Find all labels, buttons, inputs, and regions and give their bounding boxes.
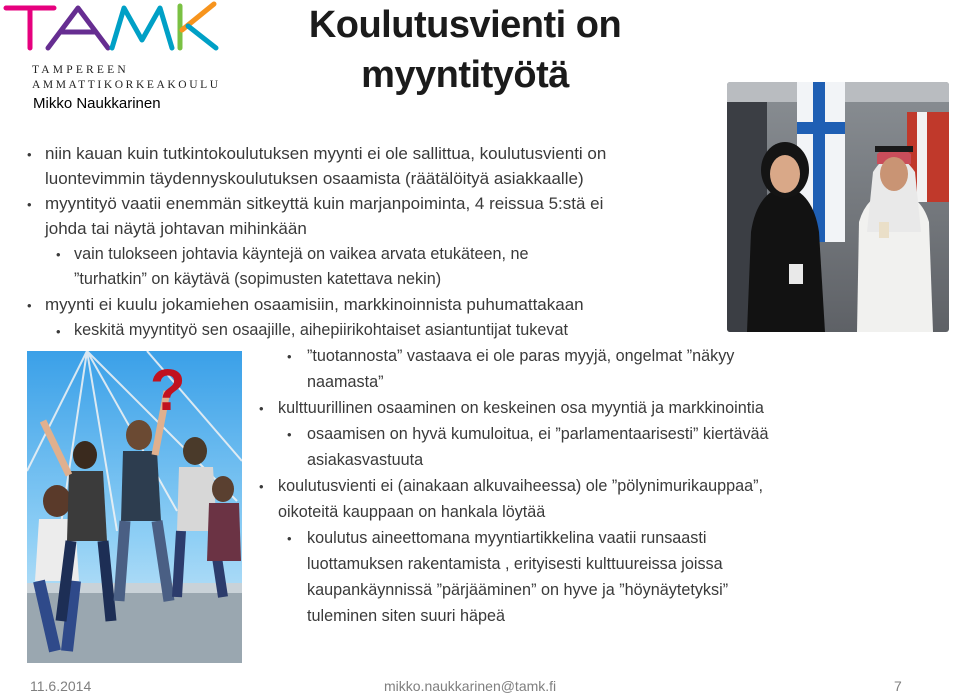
title-line-2: myyntityötä <box>361 54 569 96</box>
bullet-5-line-1: koulutusvienti ei (ainakaan alkuvaiheessa) ole ”pölynimurikauppaa”, <box>278 477 764 495</box>
students-photo-image <box>27 351 242 663</box>
logo-line-ammattikorkeakoulu: AMMATTIKORKEAKOULU <box>32 79 221 91</box>
footer-date: 11.6.2014 <box>30 678 92 694</box>
bullet-2-line-1: myyntityö vaatii enemmän sitkeyttä kuin marjanpoiminta, 4 reissua 5:stä ei <box>45 194 604 213</box>
photo-jumping-students <box>27 351 242 663</box>
question-mark: ? <box>150 358 186 423</box>
bullet-dot: • <box>27 197 32 212</box>
bullet-1-line-2: luontevimmin täydennyskoulutuksen osaamista (räätälöityä asiakkaalle) <box>45 169 584 188</box>
bullet-dot: • <box>56 247 61 262</box>
bullet-dot: • <box>259 479 264 494</box>
bullet-5-sub-line-2: luottamuksen rakentamista , erityisesti kulttuureissa joissa <box>307 555 723 573</box>
bullet-dot: • <box>27 298 32 313</box>
bullet-3-line-1: myynti ei kuulu jokamiehen osaamisiin, markkinoinnista puhumattakaan <box>45 295 584 314</box>
bullet-1-line-1: niin kauan kuin tutkintokoulutuksen myynti ei ole sallittua, koulutusvienti on <box>45 144 607 163</box>
bullet-2-sub-line-2: ”turhatkin” on käytävä (sopimusten katettava nekin) <box>74 270 442 288</box>
bullet-5-sub-line-1: koulutus aineettomana myyntiartikkelina vaatii runsaasti <box>307 529 707 547</box>
bullet-4-line-1: kulttuurillinen osaaminen on keskeinen osa myyntiä ja markkinointia <box>278 399 764 417</box>
bullet-3-sub2-line-1: ”tuotannosta” vastaava ei ole paras myyjä, ongelmat ”näkyy <box>307 347 735 365</box>
bullet-2-sub-line-1: vain tulokseen johtavia käyntejä on vaikea arvata etukäteen, ne <box>74 245 529 263</box>
slide-title <box>240 0 690 100</box>
fair-photo-image <box>727 82 949 332</box>
bullet-4-sub-line-2: asiakasvastuuta <box>307 451 424 469</box>
bullet-dot: • <box>56 324 61 339</box>
bullet-dot: • <box>287 531 292 546</box>
bullet-3-sub-line-1: keskitä myyntityö sen osaajille, aihepiirikohtaiset asiantuntijat tukevat <box>74 321 568 339</box>
footer-email: mikko.naukkarinen@tamk.fi <box>384 678 557 694</box>
bullet-dot: • <box>27 147 32 162</box>
footer-page-number: 7 <box>894 678 902 694</box>
bullet-5-line-2: oikoteitä kauppaan on hankala löytää <box>278 503 546 521</box>
bullet-5-sub-line-3: kaupankäynnissä ”pärjääminen” on hyve ja ”höynäytetyksi” <box>307 581 729 599</box>
author-name: Mikko Naukkarinen <box>33 95 161 112</box>
title-line-1: Koulutusvienti on <box>308 4 622 46</box>
logo-line-tampereen: TAMPEREEN <box>32 64 129 76</box>
bullet-5-sub-line-4: tuleminen siten suuri häpeä <box>307 607 505 625</box>
photo-fair-people <box>727 82 949 332</box>
tamk-wordmark-icon <box>2 0 224 62</box>
bullet-2-line-2: johda tai näytä johtavan mihinkään <box>45 219 307 238</box>
bullet-dot: • <box>287 427 292 442</box>
bullet-dot: • <box>259 401 264 416</box>
bullet-dot: • <box>287 349 292 364</box>
bullet-3-sub2-line-2: naamasta” <box>307 373 384 391</box>
bullet-4-sub-line-1: osaamisen on hyvä kumuloitua, ei ”parlamentaarisesti” kiertävää <box>307 425 769 443</box>
